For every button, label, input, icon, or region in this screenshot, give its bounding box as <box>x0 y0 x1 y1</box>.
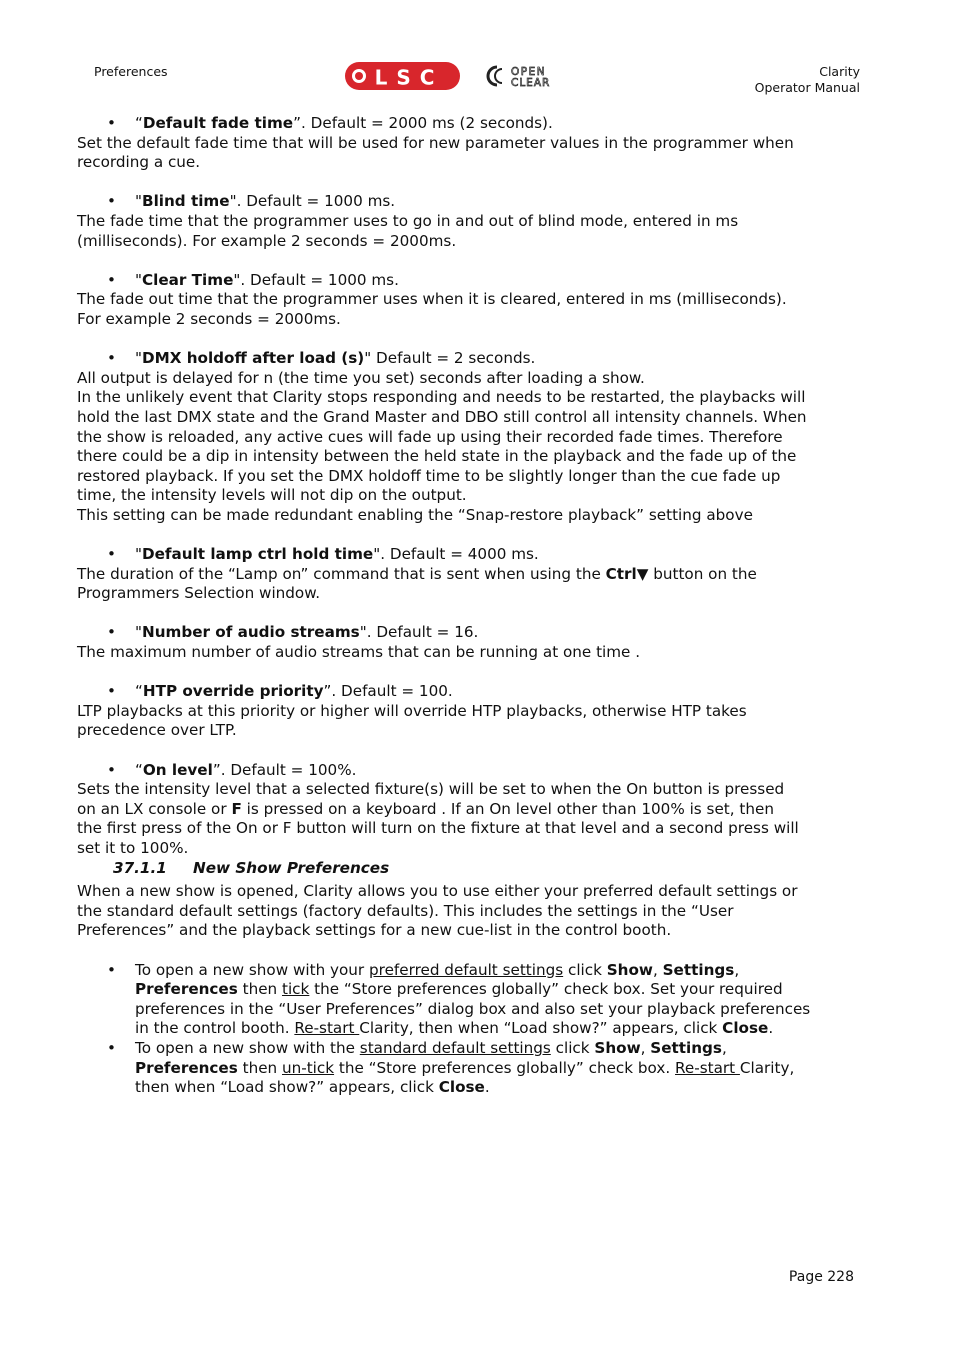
header-title-line2: Operator Manual <box>754 80 860 95</box>
pref-desc: This setting can be made redundant enabling the “Snap-restore playback” setting above <box>77 505 753 524</box>
subsection-intro: the standard default settings (factory defaults). This includes the settings in the “User <box>77 901 734 920</box>
subsection-intro: Preferences” and the playback settings for a new cue-list in the control booth. <box>77 921 672 940</box>
pref-desc: The fade out time that the programmer uses when it is cleared, entered in ms (milliseconds). <box>77 290 787 309</box>
logo-lsc-text: LSC <box>374 65 444 90</box>
pref-desc: time, the intensity levels will not dip on the output. <box>77 486 467 505</box>
pref-desc: on an LX console or F is pressed on a keyboard . If an On level other than 100% is set, then <box>77 799 774 818</box>
body-content <box>77 114 867 1098</box>
subsection-heading <box>77 859 867 879</box>
pref-item-on-level: • “On level”. Default = 100%. <box>107 760 357 779</box>
lsc-logo-icon <box>345 62 460 90</box>
header-title <box>755 64 860 96</box>
pref-item-lamp-ctrl-hold-time: • "Default lamp ctrl hold time". Default = 4000 ms. <box>107 545 539 564</box>
pref-desc: there could be a dip in intensity between the held state in the playback and the fade up of the <box>77 447 797 466</box>
pref-desc: Sets the intensity level that a selected fixture(s) will be set to when the On button is pressed <box>77 780 785 799</box>
header-logos <box>345 61 580 91</box>
subsection-intro: When a new show is opened, Clarity allows you to use either your preferred default settings or <box>77 882 798 901</box>
pref-item-blind-time: • "Blind time". Default = 1000 ms. <box>107 192 396 211</box>
pref-desc: hold the last DMX state and the Grand Master and DBO still control all intensity channels. When <box>77 407 807 426</box>
subsection-title: New Show Preferences <box>193 858 390 877</box>
pref-desc: In the unlikely event that Clarity stops responding and needs to be restarted, the playbacks will <box>77 388 806 407</box>
pref-item-dmx-holdoff: • "DMX holdoff after load (s)" Default = 2 seconds. <box>107 349 536 368</box>
pref-desc: The duration of the “Lamp on” command that is sent when using the Ctrl▼ button on the <box>77 564 757 583</box>
pref-desc: (milliseconds). For example 2 seconds = 2000ms. <box>77 231 457 250</box>
logo-clear-text: CLEAR <box>511 77 551 89</box>
pref-item-default-fade-time: • “Default fade time”. Default = 2000 ms (2 seconds). <box>107 114 553 132</box>
pref-desc: recording a cue. <box>77 153 201 172</box>
pref-desc: the first press of the On or F button will turn on the fixture at that level and a second press will <box>77 819 799 838</box>
pref-desc: Set the default fade time that will be used for new parameter values in the programmer when <box>77 133 794 152</box>
pref-desc: precedence over LTP. <box>77 721 237 740</box>
pref-desc: Programmers Selection window. <box>77 584 321 603</box>
header-title-line1: Clarity <box>819 64 860 79</box>
page-number: Page 228 <box>788 1269 854 1285</box>
step-preferred-defaults: • To open a new show with your preferred default settings click Show, Settings, Preferences then tick the “Store preferences globally” check box. Set your required preferences in the “User Preferences” dialog box and also set your playback preferences in the control booth. Re-start Clarity, then when “Load show?” appears, click Close. <box>107 960 811 1038</box>
openclear-logo-icon <box>488 66 550 89</box>
pref-desc: The maximum number of audio streams that can be running at one time . <box>77 643 641 662</box>
pref-item-clear-time: • "Clear Time". Default = 1000 ms. <box>107 270 399 289</box>
pref-desc: The fade time that the programmer uses to go in and out of blind mode, entered in ms <box>77 211 739 230</box>
step-standard-defaults: • To open a new show with the standard default settings click Show, Settings, Preferences then un-tick the “Store preferences globally” check box. Re-start Clarity, then when “Load show?” appears, click Close. <box>107 1038 795 1097</box>
pref-desc: set it to 100%. <box>77 838 189 857</box>
pref-desc: restored playback. If you set the DMX holdoff time to be slightly longer than the cue fade up <box>77 466 781 485</box>
pref-desc: the show is reloaded, any active cues will fade up using their recorded fade times. Therefore <box>77 427 783 446</box>
pref-item-audio-streams: • "Number of audio streams". Default = 16. <box>107 623 479 642</box>
header-section: Preferences <box>94 64 168 79</box>
pref-item-htp-override: • “HTP override priority”. Default = 100. <box>107 682 453 701</box>
pref-desc: All output is delayed for n (the time you set) seconds after loading a show. <box>77 368 645 387</box>
logo-open-text: OPEN <box>511 66 547 78</box>
pref-desc: For example 2 seconds = 2000ms. <box>77 309 341 328</box>
subsection-number: 37.1.1 <box>113 858 167 877</box>
pref-desc: LTP playbacks at this priority or higher will override HTP playbacks, otherwise HTP takes <box>77 701 747 720</box>
